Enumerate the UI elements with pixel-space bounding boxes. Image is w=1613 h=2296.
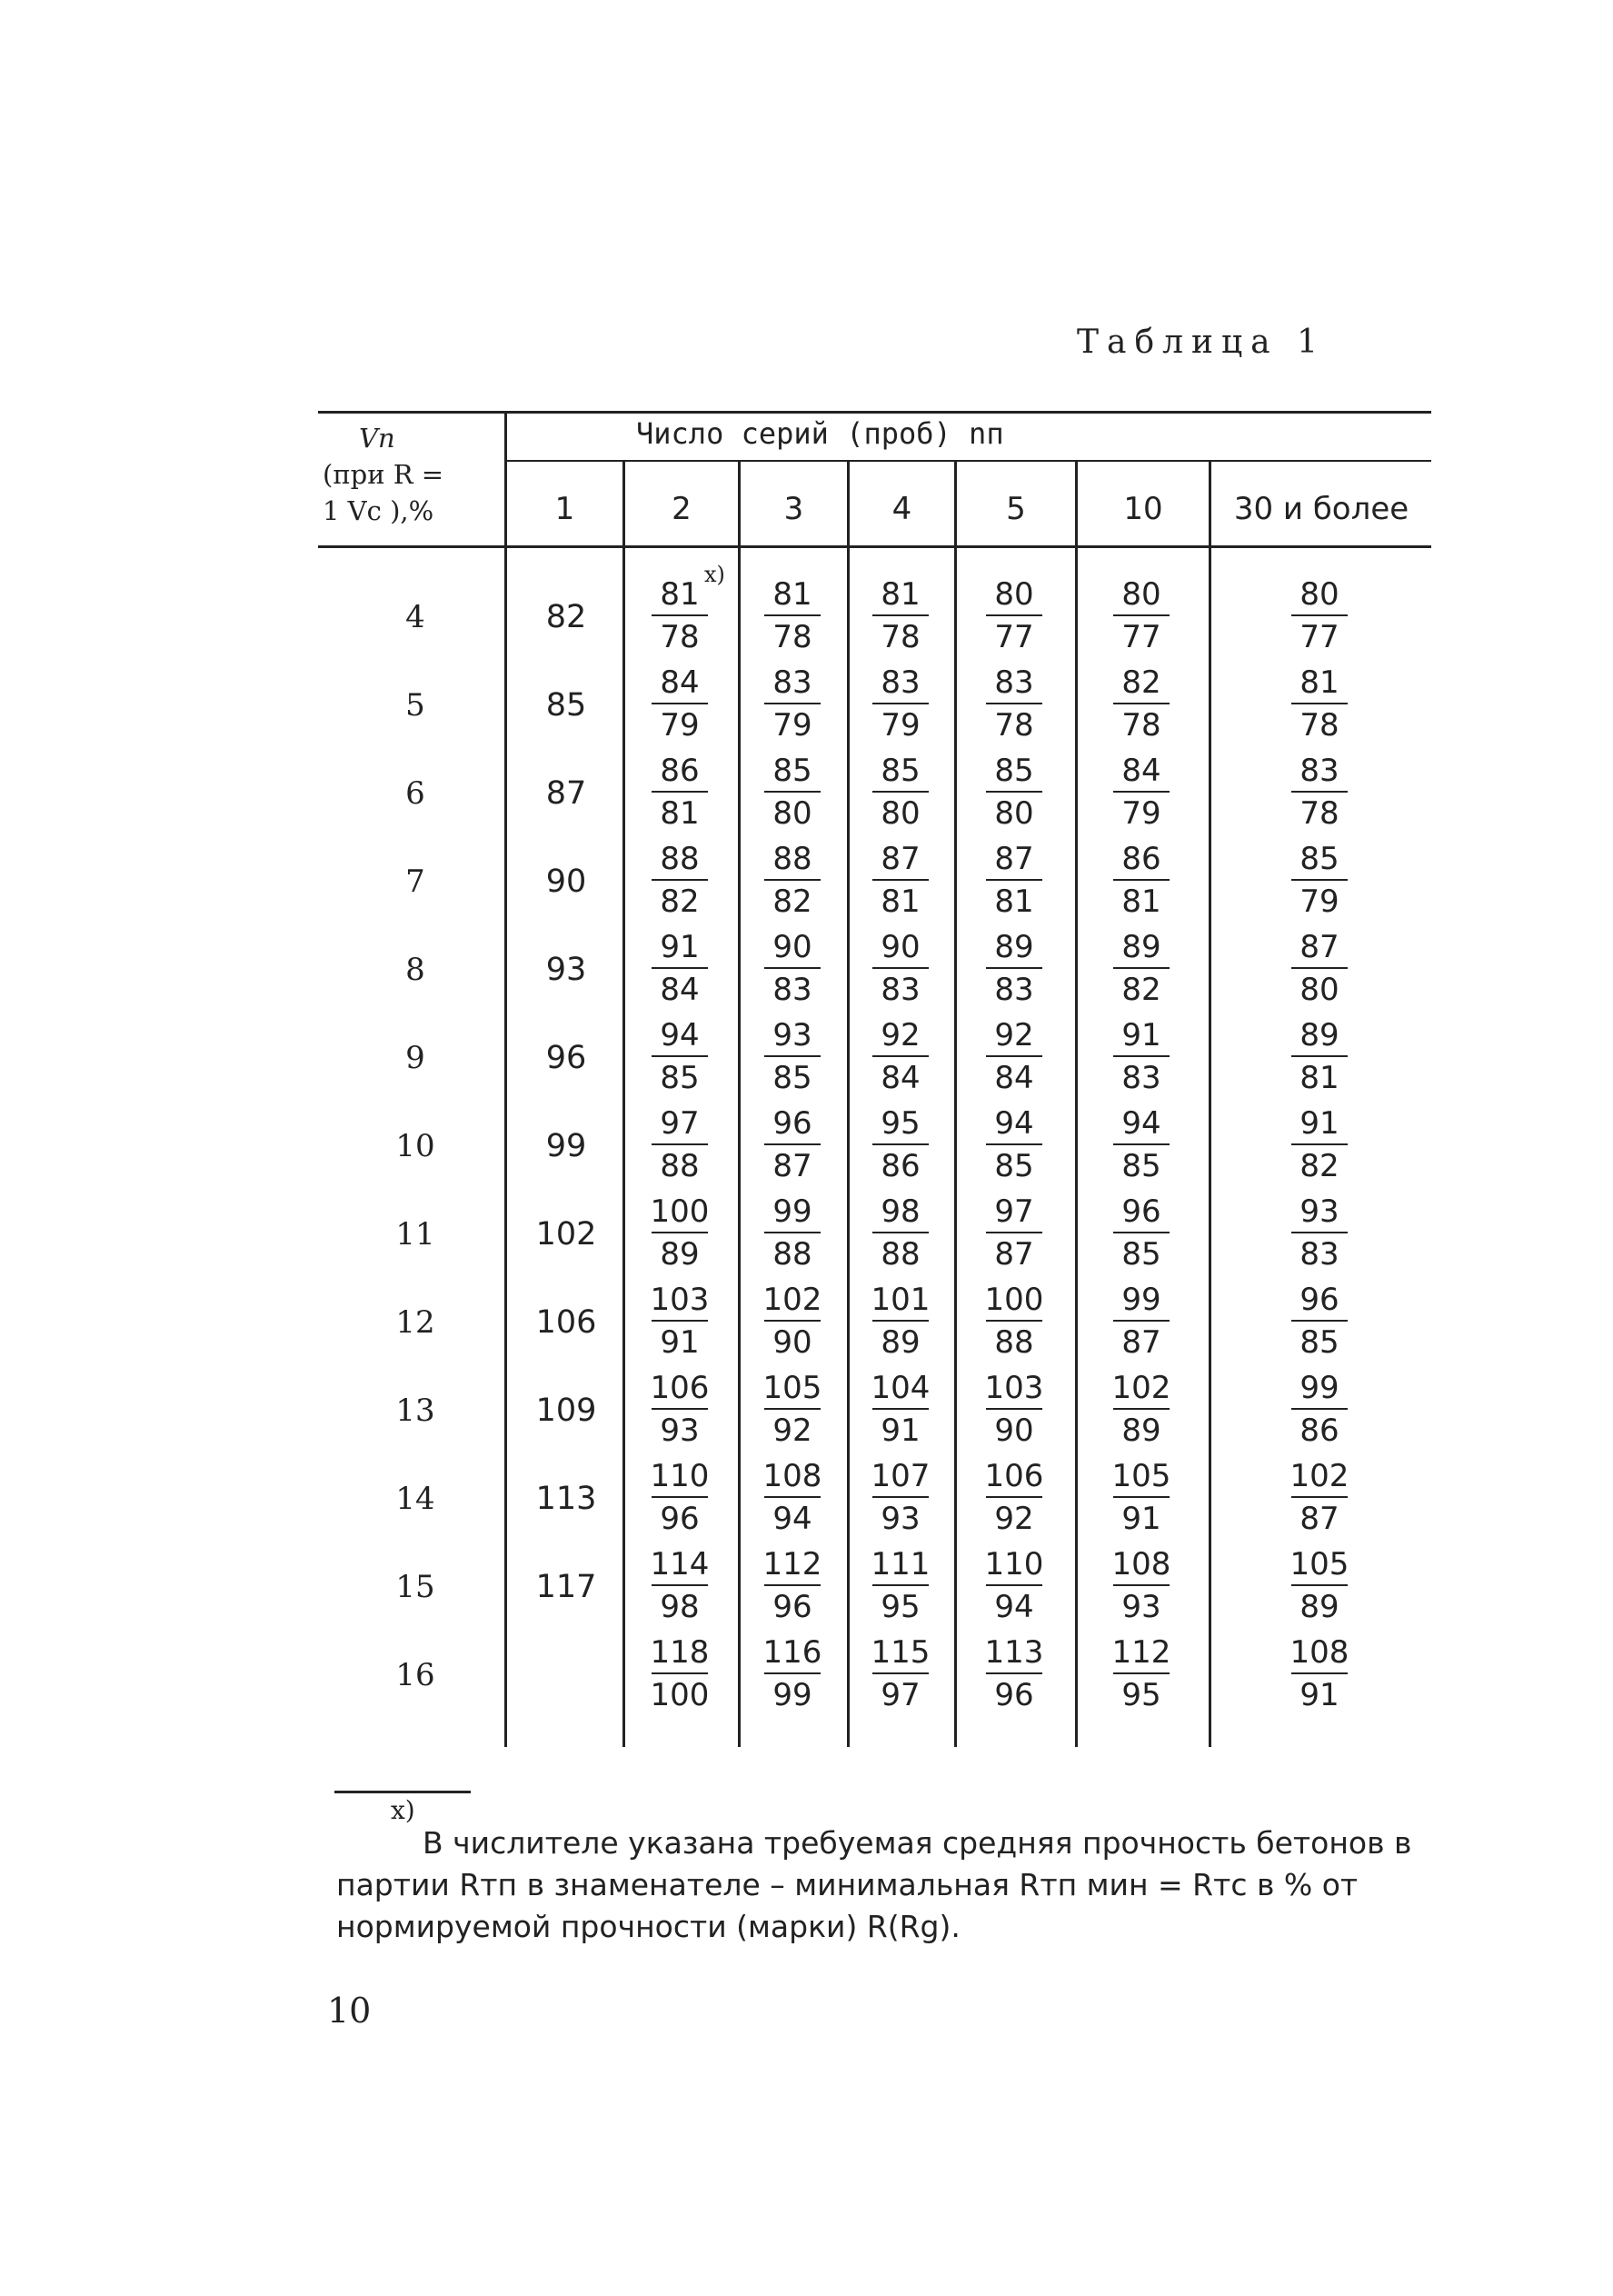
- fraction-denominator: 86: [881, 1148, 921, 1184]
- fraction-numerator: 102: [1289, 1458, 1349, 1494]
- fraction-numerator: 80: [1299, 576, 1339, 613]
- cell-fraction: [969, 1280, 1060, 1362]
- cell-fraction: [855, 1368, 946, 1450]
- fraction-numerator: 96: [772, 1105, 812, 1142]
- fraction-denominator: 84: [994, 1060, 1034, 1096]
- fraction-denominator: 83: [881, 972, 921, 1008]
- fraction-numerator: 94: [994, 1105, 1034, 1142]
- fraction-denominator: 84: [660, 972, 700, 1008]
- cell-fraction: [855, 839, 946, 921]
- cell-fraction: [1274, 1544, 1365, 1626]
- fraction-denominator: 89: [1299, 1589, 1339, 1625]
- fraction-denominator: 85: [772, 1060, 812, 1096]
- fraction-denominator: 89: [660, 1236, 700, 1273]
- fraction-numerator: 118: [650, 1634, 710, 1671]
- column-header-1: 1: [554, 491, 575, 527]
- header-bottom-rule: [318, 545, 1431, 548]
- cell-fraction: [747, 751, 838, 833]
- column-header-30: 30 и более: [1233, 491, 1409, 527]
- fraction-numerator: 93: [772, 1017, 812, 1053]
- fraction-denominator: 95: [1121, 1677, 1161, 1713]
- fraction-numerator: 107: [871, 1458, 931, 1494]
- cell-fraction: [1274, 751, 1365, 833]
- fraction-denominator: 87: [1121, 1324, 1161, 1361]
- cell-fraction: [747, 839, 838, 921]
- column-header-2: 2: [672, 491, 692, 527]
- cell-fraction: [747, 1368, 838, 1450]
- cell-fraction: [1096, 1632, 1187, 1714]
- col-divider-2: [738, 460, 741, 1747]
- fraction-denominator: 85: [660, 1060, 700, 1096]
- fraction-denominator: 93: [1121, 1589, 1161, 1625]
- cell-single-series: 117: [535, 1569, 597, 1605]
- fraction-denominator: 78: [660, 619, 700, 655]
- fraction-numerator: 106: [650, 1370, 710, 1406]
- cell-fraction: [1096, 1192, 1187, 1273]
- cell-fraction: [1274, 1192, 1365, 1273]
- cell-fraction: [1096, 1015, 1187, 1097]
- fraction-denominator: 78: [994, 707, 1034, 744]
- cell-single-series: 106: [535, 1304, 597, 1341]
- cell-fraction: [855, 1456, 946, 1538]
- cell-fraction: [634, 927, 725, 1009]
- fraction-denominator: 79: [772, 707, 812, 744]
- fraction-denominator: 78: [881, 619, 921, 655]
- fraction-numerator: 110: [650, 1458, 710, 1494]
- fraction-denominator: 77: [1299, 619, 1339, 655]
- column-header-3: 3: [783, 491, 804, 527]
- fraction-numerator: 88: [660, 841, 700, 877]
- fraction-denominator: 79: [1299, 883, 1339, 920]
- fraction-numerator: 89: [1121, 929, 1161, 965]
- col-divider-6: [1209, 460, 1211, 1747]
- cell-fraction: [1274, 839, 1365, 921]
- cell-fraction: [634, 1103, 725, 1185]
- cell-fraction: [634, 751, 725, 833]
- group-header: Число серий (проб) nп: [636, 416, 1004, 451]
- fraction-numerator: 83: [1299, 753, 1339, 789]
- cell-fraction: [747, 1103, 838, 1185]
- cell-fraction: [1096, 1103, 1187, 1185]
- cell-single-series: 93: [545, 952, 587, 988]
- fraction-numerator: 85: [1299, 841, 1339, 877]
- cell-fraction: [969, 1544, 1060, 1626]
- row-cv-value: 8: [405, 952, 425, 988]
- fraction-numerator: 99: [1121, 1282, 1161, 1318]
- fraction-numerator: 80: [1121, 576, 1161, 613]
- fraction-denominator: 78: [1121, 707, 1161, 744]
- cell-fraction: [634, 1544, 725, 1626]
- fraction-denominator: 87: [772, 1148, 812, 1184]
- fraction-numerator: 91: [1299, 1105, 1339, 1142]
- fraction-numerator: 80: [994, 576, 1034, 613]
- fraction-denominator: 79: [881, 707, 921, 744]
- fraction-denominator: 83: [772, 972, 812, 1008]
- fraction-numerator: 102: [1111, 1370, 1171, 1406]
- fraction-numerator: 86: [660, 753, 700, 789]
- row-cv-value: 7: [405, 863, 425, 900]
- fraction-denominator: 87: [994, 1236, 1034, 1273]
- row-cv-value: 14: [395, 1481, 435, 1517]
- fraction-numerator: 90: [772, 929, 812, 965]
- fraction-numerator: 105: [1289, 1546, 1349, 1582]
- fraction-denominator: 99: [772, 1677, 812, 1713]
- fraction-numerator: 81: [881, 576, 921, 613]
- fraction-numerator: 85: [772, 753, 812, 789]
- cell-fraction: [747, 927, 838, 1009]
- cell-single-series: 113: [535, 1481, 597, 1517]
- cell-fraction: [634, 1368, 725, 1450]
- row-cv-value: 4: [405, 599, 425, 635]
- fraction-numerator: 108: [762, 1458, 822, 1494]
- cell-fraction: [1096, 839, 1187, 921]
- row-cv-value: 15: [395, 1569, 435, 1605]
- cell-fraction: [969, 1103, 1060, 1185]
- table-caption: Таблица 1: [1077, 324, 1326, 361]
- fraction-numerator: 114: [650, 1546, 710, 1582]
- fraction-denominator: 78: [772, 619, 812, 655]
- cell-fraction: [969, 1192, 1060, 1273]
- fraction-numerator: 115: [871, 1634, 931, 1671]
- cell-fraction: [1274, 1103, 1365, 1185]
- cell-fraction: [1274, 574, 1365, 656]
- cell-fraction: [969, 574, 1060, 656]
- cell-fraction: [634, 1015, 725, 1097]
- cell-fraction: [969, 663, 1060, 744]
- fraction-denominator: 100: [650, 1677, 710, 1713]
- fraction-numerator: 110: [984, 1546, 1044, 1582]
- column-header-5: 5: [1006, 491, 1026, 527]
- fraction-denominator: 82: [660, 883, 700, 920]
- fraction-numerator: 100: [650, 1193, 710, 1230]
- cell-fraction: [634, 1632, 725, 1714]
- fraction-numerator: 108: [1289, 1634, 1349, 1671]
- cell-fraction: [1096, 663, 1187, 744]
- fraction-denominator: 79: [660, 707, 700, 744]
- fraction-numerator: 92: [881, 1017, 921, 1053]
- cell-single-series: 96: [545, 1040, 587, 1076]
- fraction-numerator: 108: [1111, 1546, 1171, 1582]
- fraction-denominator: 91: [1121, 1501, 1161, 1537]
- cell-fraction: [855, 751, 946, 833]
- fraction-denominator: 86: [1299, 1413, 1339, 1449]
- fraction-denominator: 88: [994, 1324, 1034, 1361]
- cell-single-series: 85: [545, 687, 587, 724]
- fraction-denominator: 82: [772, 883, 812, 920]
- fraction-denominator: 89: [881, 1324, 921, 1361]
- fraction-denominator: 80: [881, 795, 921, 832]
- fraction-denominator: 89: [1121, 1413, 1161, 1449]
- fraction-denominator: 81: [1121, 883, 1161, 920]
- fraction-denominator: 77: [1121, 619, 1161, 655]
- cell-fraction: [1096, 574, 1187, 656]
- fraction-numerator: 103: [984, 1370, 1044, 1406]
- cell-fraction: [634, 839, 725, 921]
- fraction-denominator: 98: [660, 1589, 700, 1625]
- row-cv-value: 10: [395, 1128, 435, 1164]
- fraction-numerator: 96: [1121, 1193, 1161, 1230]
- fraction-numerator: 97: [660, 1105, 700, 1142]
- cell-fraction: [1096, 1544, 1187, 1626]
- column-header-4: 4: [891, 491, 912, 527]
- cell-fraction: [969, 927, 1060, 1009]
- fraction-denominator: 91: [660, 1324, 700, 1361]
- fraction-numerator: 92: [994, 1017, 1034, 1053]
- cell-fraction: [1274, 1456, 1365, 1538]
- fraction-numerator: 89: [1299, 1017, 1339, 1053]
- fraction-denominator: 81: [1299, 1060, 1339, 1096]
- fraction-denominator: 78: [1299, 707, 1339, 744]
- fraction-denominator: 88: [881, 1236, 921, 1273]
- stub-header-unit: 1 Vс ),%: [323, 495, 434, 526]
- fraction-numerator: 94: [660, 1017, 700, 1053]
- cell-fraction: [855, 1192, 946, 1273]
- fraction-numerator: 105: [762, 1370, 822, 1406]
- fraction-denominator: 91: [881, 1413, 921, 1449]
- cell-fraction: [1096, 751, 1187, 833]
- stub-header-symbol: Vп: [359, 423, 395, 454]
- cell-fraction: [634, 574, 725, 656]
- cell-fraction: [1274, 663, 1365, 744]
- fraction-numerator: 88: [772, 841, 812, 877]
- col-divider-4: [954, 460, 957, 1747]
- cell-fraction: [855, 1280, 946, 1362]
- fraction-numerator: 100: [984, 1282, 1044, 1318]
- fraction-numerator: 87: [994, 841, 1034, 877]
- fraction-denominator: 83: [994, 972, 1034, 1008]
- cell-single-series: 82: [545, 599, 587, 635]
- fraction-numerator: 87: [1299, 929, 1339, 965]
- row-cv-value: 5: [405, 687, 425, 724]
- fraction-denominator: 90: [772, 1324, 812, 1361]
- cell-fraction: [634, 1280, 725, 1362]
- cell-fraction: [969, 839, 1060, 921]
- row-cv-value: 9: [405, 1040, 425, 1076]
- cell-fraction: [747, 574, 838, 656]
- fraction-denominator: 92: [994, 1501, 1034, 1537]
- col-divider-1: [622, 460, 625, 1747]
- col-divider-5: [1075, 460, 1078, 1747]
- fraction-numerator: 105: [1111, 1458, 1171, 1494]
- cell-fraction: [1096, 1280, 1187, 1362]
- cell-fraction: [747, 1456, 838, 1538]
- col-divider-3: [847, 460, 850, 1747]
- fraction-numerator: 83: [772, 664, 812, 701]
- fraction-numerator: 83: [881, 664, 921, 701]
- stub-header: [323, 420, 504, 529]
- cell-fraction: [969, 1632, 1060, 1714]
- fraction-numerator: 112: [762, 1546, 822, 1582]
- fraction-numerator: 106: [984, 1458, 1044, 1494]
- fraction-numerator: 90: [881, 929, 921, 965]
- cell-fraction: [1274, 1632, 1365, 1714]
- fraction-denominator: 95: [881, 1589, 921, 1625]
- fraction-denominator: 84: [881, 1060, 921, 1096]
- fraction-denominator: 83: [1299, 1236, 1339, 1273]
- cell-fraction: [969, 1368, 1060, 1450]
- fraction-denominator: 92: [772, 1413, 812, 1449]
- fraction-denominator: 97: [881, 1677, 921, 1713]
- cell-fraction: [747, 663, 838, 744]
- cell-fraction: [855, 1015, 946, 1097]
- fraction-numerator: 81: [772, 576, 812, 613]
- fraction-numerator: 91: [1121, 1017, 1161, 1053]
- fraction-numerator: 91: [660, 929, 700, 965]
- fraction-numerator: 102: [762, 1282, 822, 1318]
- fraction-denominator: 90: [994, 1413, 1034, 1449]
- cell-single-series: 102: [535, 1216, 597, 1253]
- fraction-denominator: 88: [772, 1236, 812, 1273]
- row-cv-value: 6: [405, 775, 425, 812]
- cell-fraction: [634, 1456, 725, 1538]
- cell-fraction: [855, 927, 946, 1009]
- fraction-numerator: 116: [762, 1634, 822, 1671]
- fraction-denominator: 94: [994, 1589, 1034, 1625]
- fraction-numerator: 87: [881, 841, 921, 877]
- fraction-numerator: 95: [881, 1105, 921, 1142]
- fraction-numerator: 96: [1299, 1282, 1339, 1318]
- fraction-numerator: 104: [871, 1370, 931, 1406]
- fraction-denominator: 93: [881, 1501, 921, 1537]
- fraction-denominator: 85: [1299, 1324, 1339, 1361]
- row-cv-value: 13: [395, 1393, 435, 1429]
- fraction-numerator: 81: [660, 576, 700, 613]
- cell-fraction: [1274, 1280, 1365, 1362]
- cell-fraction: [969, 1015, 1060, 1097]
- cell-fraction: [855, 574, 946, 656]
- cell-fraction: [747, 1192, 838, 1273]
- cell-single-series: 90: [545, 863, 587, 900]
- fraction-numerator: 112: [1111, 1634, 1171, 1671]
- cell-fraction: [969, 1456, 1060, 1538]
- fraction-numerator: 93: [1299, 1193, 1339, 1230]
- fraction-numerator: 82: [1121, 664, 1161, 701]
- fraction-denominator: 85: [1121, 1236, 1161, 1273]
- fraction-numerator: 113: [984, 1634, 1044, 1671]
- fraction-denominator: 82: [1121, 972, 1161, 1008]
- fraction-numerator: 83: [994, 664, 1034, 701]
- footnote-marker-ref: x): [704, 562, 725, 587]
- cell-fraction: [969, 751, 1060, 833]
- fraction-numerator: 85: [881, 753, 921, 789]
- fraction-numerator: 97: [994, 1193, 1034, 1230]
- cell-fraction: [855, 663, 946, 744]
- fraction-denominator: 77: [994, 619, 1034, 655]
- cell-single-series: 87: [545, 775, 587, 812]
- footnote-text: В числителе указана требуемая средняя прочность бетонов в партии Rтп в знаменателе – минимальная Rтп мин = Rтс в % от нормируемой прочности (марки) R(Rg).: [336, 1825, 1412, 1944]
- fraction-numerator: 101: [871, 1282, 931, 1318]
- fraction-denominator: 78: [1299, 795, 1339, 832]
- fraction-denominator: 85: [994, 1148, 1034, 1184]
- fraction-numerator: 94: [1121, 1105, 1161, 1142]
- footnote-rule: [334, 1791, 471, 1793]
- fraction-numerator: 86: [1121, 841, 1161, 877]
- cell-fraction: [1096, 927, 1187, 1009]
- row-cv-value: 16: [395, 1657, 435, 1693]
- cell-fraction: [747, 1544, 838, 1626]
- fraction-denominator: 87: [1299, 1501, 1339, 1537]
- fraction-denominator: 82: [1299, 1148, 1339, 1184]
- fraction-denominator: 91: [1299, 1677, 1339, 1713]
- fraction-denominator: 94: [772, 1501, 812, 1537]
- fraction-denominator: 96: [994, 1677, 1034, 1713]
- fraction-numerator: 111: [871, 1546, 931, 1582]
- fraction-denominator: 81: [660, 795, 700, 832]
- fraction-numerator: 103: [650, 1282, 710, 1318]
- footnote-marker: x): [391, 1795, 415, 1825]
- row-cv-value: 11: [395, 1216, 435, 1253]
- fraction-denominator: 88: [660, 1148, 700, 1184]
- fraction-denominator: 81: [994, 883, 1034, 920]
- fraction-numerator: 84: [660, 664, 700, 701]
- cell-single-series: 99: [545, 1128, 587, 1164]
- cell-fraction: [855, 1544, 946, 1626]
- cell-fraction: [634, 1192, 725, 1273]
- fraction-denominator: 96: [772, 1589, 812, 1625]
- fraction-denominator: 80: [1299, 972, 1339, 1008]
- cell-fraction: [1274, 927, 1365, 1009]
- fraction-denominator: 93: [660, 1413, 700, 1449]
- fraction-numerator: 99: [1299, 1370, 1339, 1406]
- row-cv-value: 12: [395, 1304, 435, 1341]
- stub-header-condition: (при R =: [323, 459, 444, 490]
- fraction-numerator: 84: [1121, 753, 1161, 789]
- page-number: 10: [327, 1991, 372, 2031]
- fraction-numerator: 89: [994, 929, 1034, 965]
- cell-fraction: [747, 1280, 838, 1362]
- cell-fraction: [747, 1632, 838, 1714]
- cell-fraction: [634, 663, 725, 744]
- fraction-denominator: 83: [1121, 1060, 1161, 1096]
- table-top-rule: [318, 411, 1431, 414]
- cell-fraction: [747, 1015, 838, 1097]
- fraction-denominator: 85: [1121, 1148, 1161, 1184]
- cell-single-series: [507, 1652, 625, 1698]
- fraction-numerator: 85: [994, 753, 1034, 789]
- cell-fraction: [855, 1103, 946, 1185]
- fraction-numerator: 99: [772, 1193, 812, 1230]
- fraction-denominator: 96: [660, 1501, 700, 1537]
- column-header-10: 10: [1123, 491, 1163, 527]
- cell-single-series: 109: [535, 1393, 597, 1429]
- cell-fraction: [1096, 1368, 1187, 1450]
- fraction-denominator: 80: [772, 795, 812, 832]
- cell-fraction: [855, 1632, 946, 1714]
- cell-fraction: [1274, 1015, 1365, 1097]
- fraction-denominator: 80: [994, 795, 1034, 832]
- cell-fraction: [1274, 1368, 1365, 1450]
- group-header-rule: [504, 460, 1431, 462]
- fraction-numerator: 98: [881, 1193, 921, 1230]
- fraction-denominator: 79: [1121, 795, 1161, 832]
- cell-fraction: [1096, 1456, 1187, 1538]
- fraction-denominator: 81: [881, 883, 921, 920]
- fraction-numerator: 81: [1299, 664, 1339, 701]
